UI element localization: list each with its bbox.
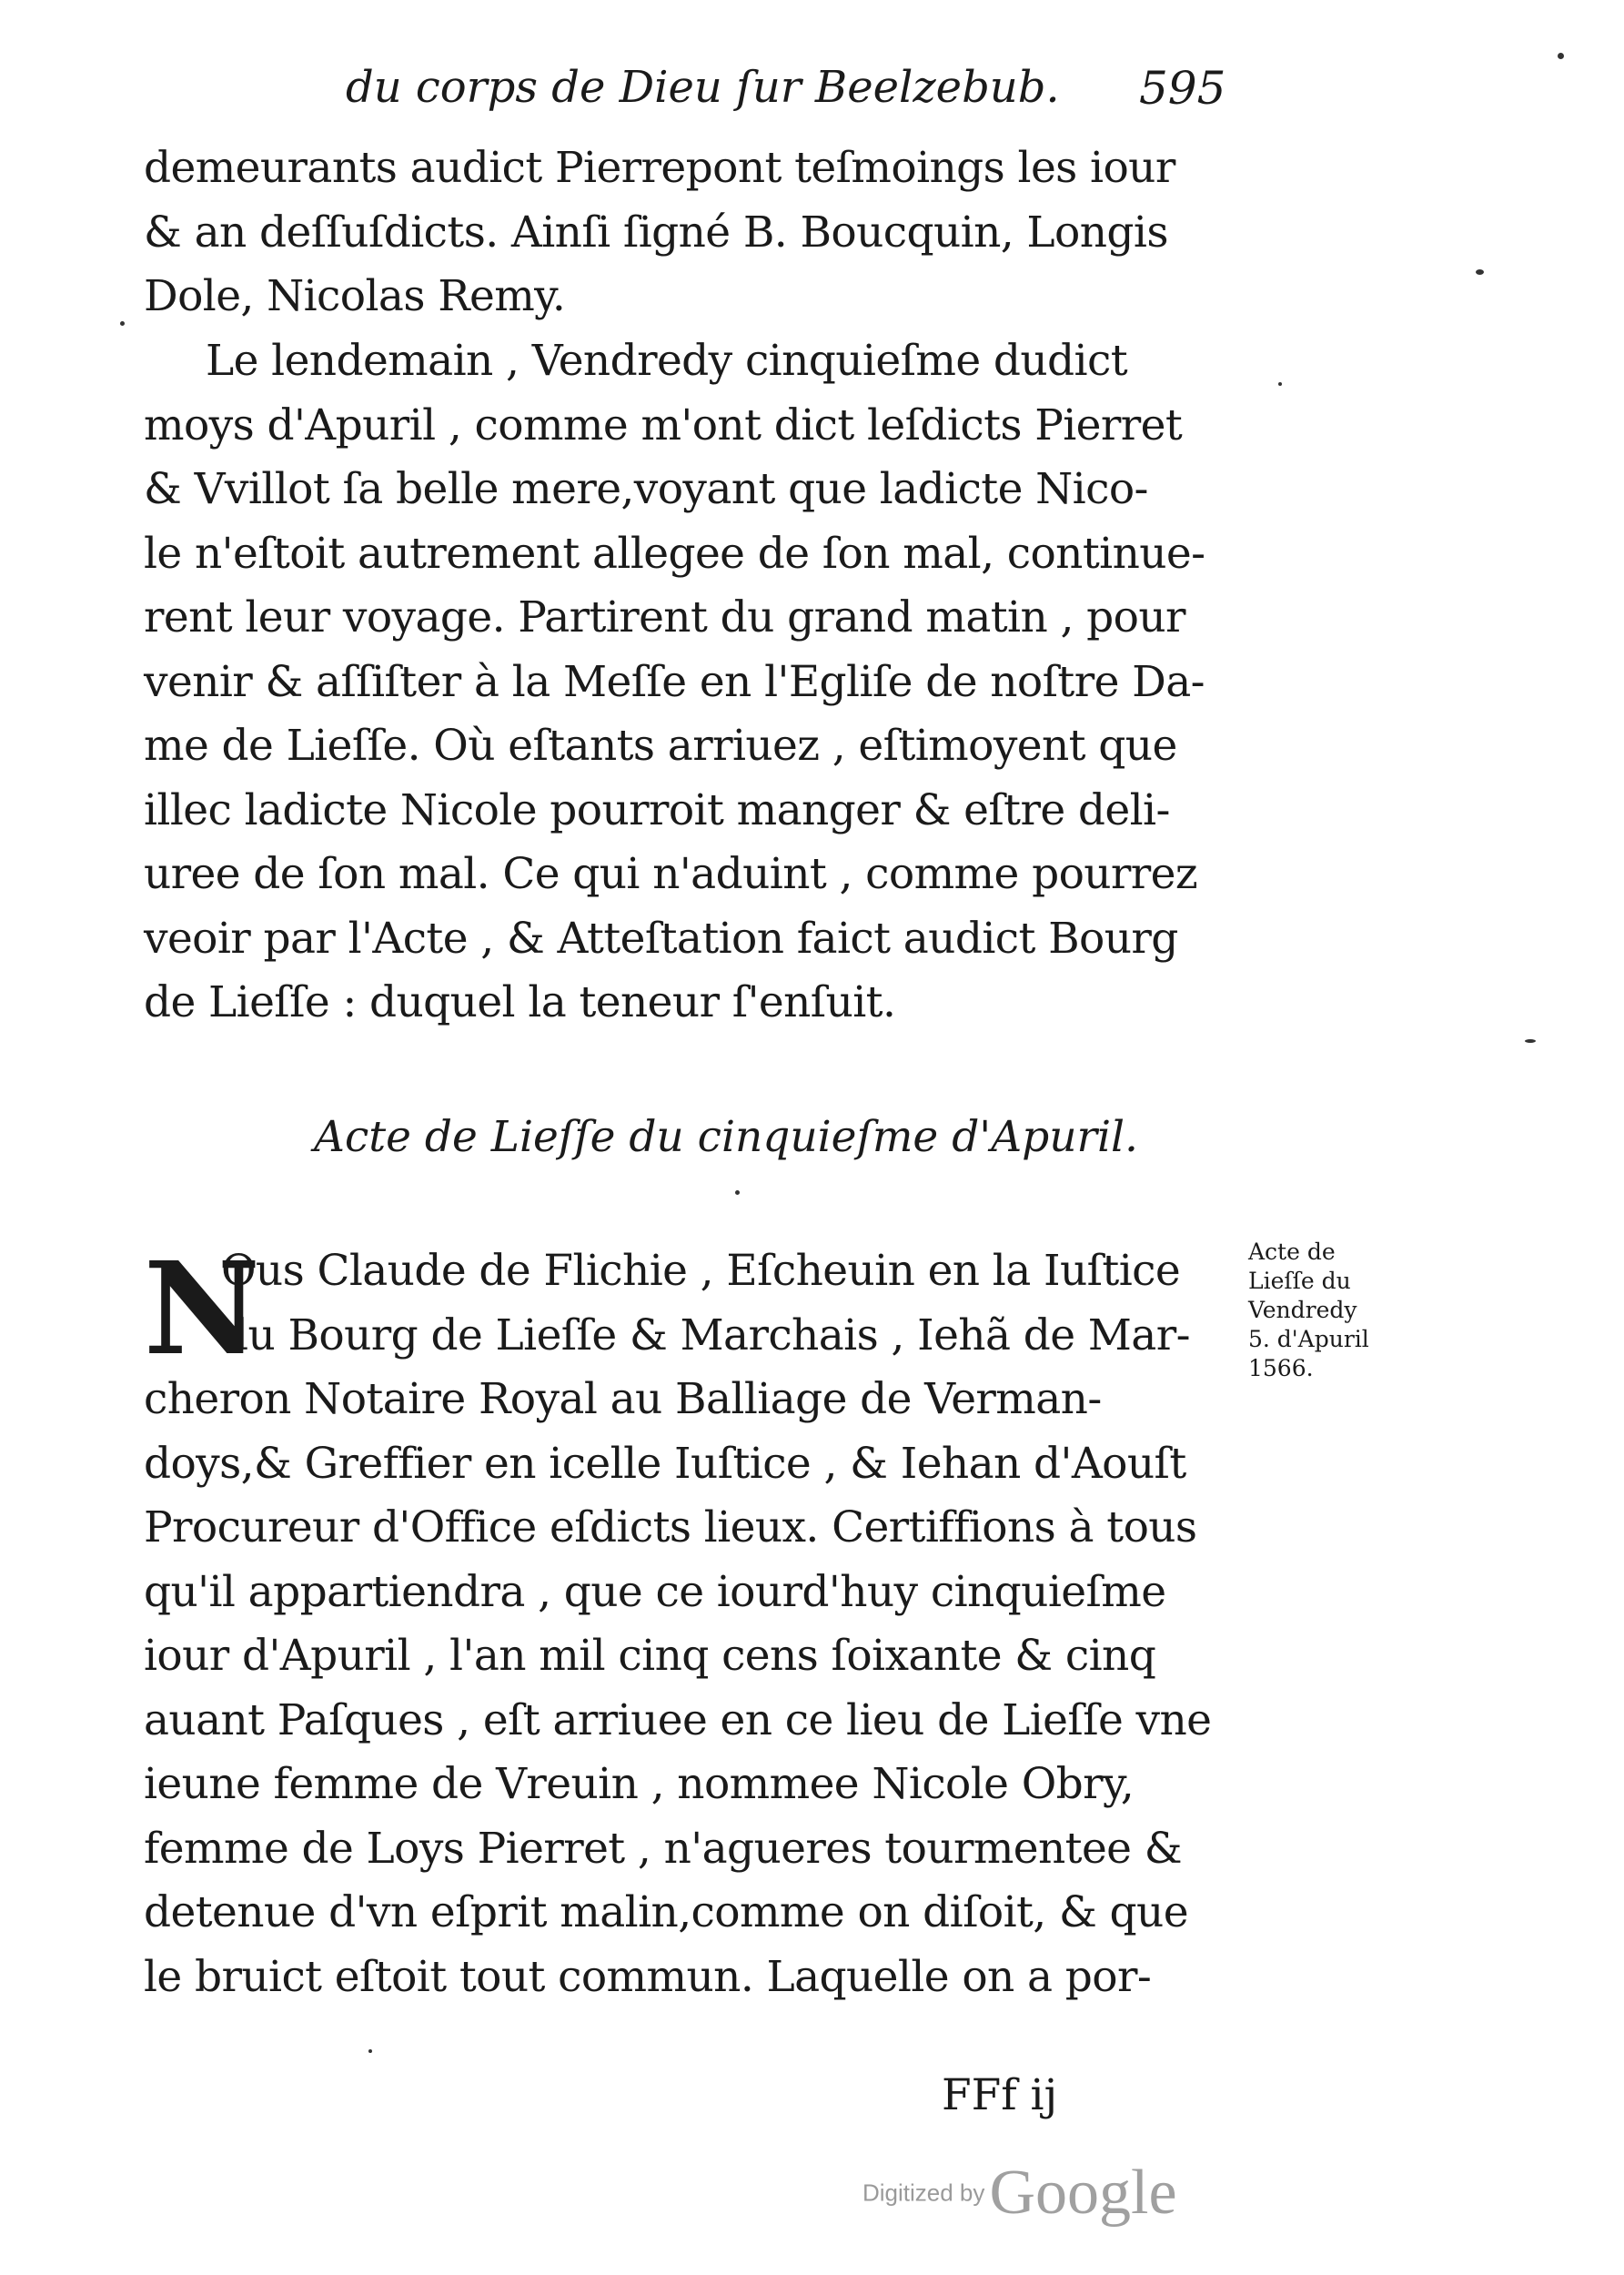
text-line: du Bourg de Lieſſe & Marchais , Iehã de Mar- — [221, 1309, 1190, 1360]
text-line: le n'eſtoit autrement allegee de ſon mal, continue- — [144, 528, 1205, 579]
scan-speck — [368, 2049, 372, 2053]
text-line: illec ladicte Nicole pourroit manger & eſtre deli- — [144, 784, 1170, 835]
text-line: & Vvillot ſa belle mere,voyant que ladicte Nico- — [144, 464, 1148, 514]
scan-speck — [1278, 382, 1282, 386]
text-line: me de Lieſſe. Où eſtants arriuez , eſtimoyent que — [144, 721, 1177, 771]
watermark-prefix: Digitized by — [862, 2179, 985, 2207]
scan-speck — [120, 321, 125, 326]
text-line: ieune femme de Vreuin , nommee Nicole Obry, — [144, 1759, 1135, 1809]
margin-note-line: Vendredy — [1248, 1297, 1357, 1323]
margin-note-line: 5. d'Apuril — [1248, 1326, 1369, 1352]
text-line: auant Paſques , eſt arriuee en ce lieu de Lieſſe vne — [144, 1694, 1212, 1745]
text-line: le bruict eſtoit tout commun. Laquelle on a por- — [144, 1951, 1152, 2002]
google-logo: Google — [989, 2158, 1177, 2228]
text-line: & an deſſuſdicts. Ainſi ſigné B. Boucquin, Longis — [144, 207, 1168, 258]
text-line: iour d'Apuril , l'an mil cinq cens ſoixante & cinq — [144, 1631, 1156, 1681]
text-line: Le lendemain , Vendredy cinquieſme dudict — [206, 336, 1127, 386]
signature-mark: FFf ij — [942, 2070, 1058, 2120]
digitized-watermark — [862, 2157, 1177, 2230]
margin-note-line: Lieſſe du — [1248, 1268, 1351, 1294]
text-line: demeurants audict Pierrepont teſmoings les iour — [144, 143, 1175, 193]
text-line: venir & aſſiſter à la Meſſe en l'Egliſe de noſtre Da- — [144, 656, 1205, 707]
scan-speck — [1476, 269, 1484, 275]
paragraph-2 — [144, 329, 1263, 1036]
text-line: Dole, Nicolas Remy. — [144, 271, 566, 321]
scan-speck — [735, 1190, 740, 1195]
text-line: rent leur voyage. Partirent du grand matin , pour — [144, 592, 1185, 642]
margin-note — [1248, 1238, 1394, 1383]
section-title: Acte de Lieſſe du cinquieſme d'Apuril. — [314, 1112, 1138, 1162]
page-number: 595 — [1139, 62, 1226, 115]
margin-note-line: 1566. — [1248, 1355, 1314, 1381]
text-line: cheron Notaire Royal au Balliage de Verman- — [144, 1374, 1102, 1424]
text-line: moys d'Apuril , comme m'ont dict leſdicts Pierret — [144, 399, 1183, 450]
text-line: detenue d'vn eſprit malin,comme on diſoit, & que — [144, 1887, 1188, 1937]
text-line: Procureur d'Office eſdicts lieux. Certiffions à tous — [144, 1502, 1197, 1552]
running-head: du corps de Dieu ſur Beelzebub. — [346, 62, 1060, 113]
text-line: doys,& Greffier en icelle Iuſtice , & Iehan d'Aouſt — [144, 1438, 1186, 1489]
margin-note-line: Acte de — [1248, 1239, 1336, 1265]
paragraph-1 — [144, 136, 1263, 329]
text-line: femme de Loys Pierret , n'agueres tourmentee & — [144, 1823, 1182, 1874]
text-line: veoir par l'Acte , & Atteſtation faict audict Bourg — [144, 913, 1178, 964]
text-line: Ous Claude de Flichie , Eſcheuin en la Iuſtice — [221, 1246, 1181, 1296]
text-line: de Lieſſe : duquel la teneur ſ'enſuit. — [144, 977, 896, 1027]
paragraph-3 — [144, 1235, 1263, 2009]
text-line: uree de ſon mal. Ce qui n'aduint , comme pourrez — [144, 849, 1198, 899]
text-line: qu'il appartiendra , que ce iourd'huy cinquieſme — [144, 1566, 1166, 1617]
scan-speck — [1525, 1039, 1536, 1043]
scan-speck — [1558, 53, 1564, 59]
drop-cap: N — [144, 1235, 260, 1384]
